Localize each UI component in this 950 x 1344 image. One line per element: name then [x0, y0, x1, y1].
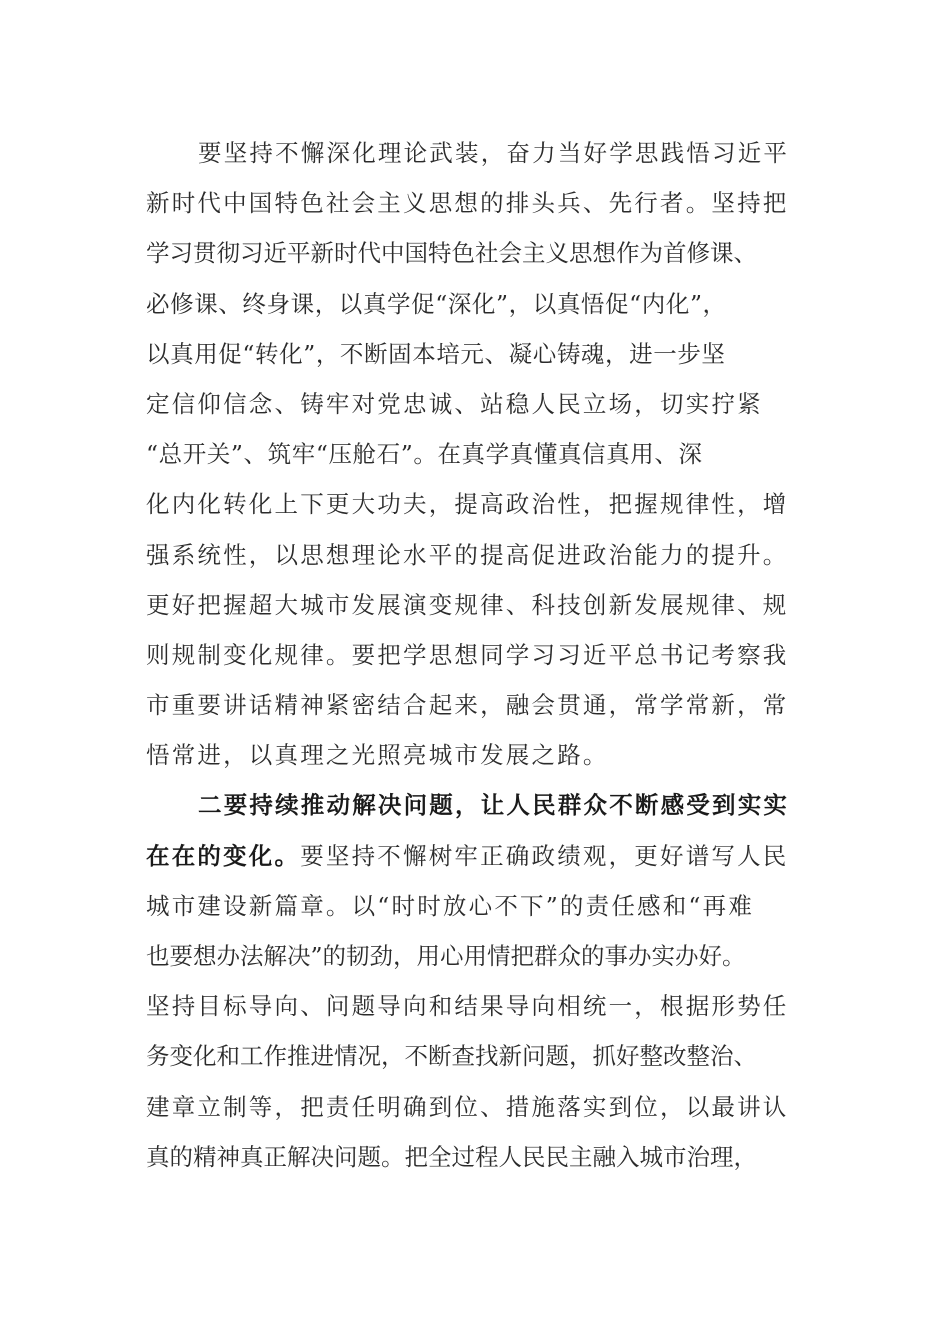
paragraph-theory: [146, 128, 806, 780]
text-line: 更好把握超大城市发展演变规律、科技创新发展规律、规: [146, 590, 789, 619]
text-run: 要坚持不懈树牢正确政绩观，更好谱写人民: [300, 841, 789, 870]
text-line: 务变化和工作推进情况，不断查找新问题，抓好整改整治、: [146, 1042, 757, 1071]
text-line: 城市建设新篇章。以“时时放心不下”的责任感和“再难: [146, 891, 755, 920]
text-line: 真的精神真正解决问题。把全过程人民民主融入城市治理，: [146, 1142, 757, 1171]
text-line: 建章立制等，把责任明确到位、措施落实到位，以最讲认: [146, 1092, 789, 1121]
text-line: 要坚持不懈深化理论武装，奋力当好学思践悟习近平: [198, 139, 790, 167]
text-line: 化内化转化上下更大功夫，提高政治性，把握规律性，增: [146, 490, 789, 519]
section-heading: 二要持续推动解决问题，让人民群众不断感受到实实: [198, 791, 790, 820]
text-line: 必修课、终身课，以真学促“深化”，以真悟促“内化”，: [146, 289, 727, 318]
section-heading-end: 在在的变化。: [146, 841, 301, 870]
text-line: 坚持目标导向、问题导向和结果导向相统一，根据形势任: [146, 992, 789, 1021]
text-line: 市重要讲话精神紧密结合起来，融会贯通，常学常新，常: [146, 691, 789, 720]
text-line: “总开关”、筑牢“压舱石”。在真学真懂真信真用、深: [146, 440, 703, 469]
document-body: [146, 128, 806, 1182]
text-line: 则规制变化规律。要把学思想同学习习近平总书记考察我: [146, 640, 789, 669]
text-line: 也要想办法解决”的韧劲，用心用情把群众的事办实办好。: [146, 942, 746, 970]
text-line: 悟常进，以真理之光照亮城市发展之路。: [146, 741, 609, 770]
text-line: 学习贯彻习近平新时代中国特色社会主义思想作为首修课、: [146, 239, 757, 268]
text-line: [146, 831, 806, 881]
text-line: 新时代中国特色社会主义思想的排头兵、先行者。坚持把: [146, 189, 789, 218]
text-line: 以真用促“转化”，不断固本培元、凝心铸魂，进一步坚: [146, 339, 726, 368]
text-line: 定信仰信念、铸牢对党忠诚、站稳人民立场，切实拧紧: [146, 389, 763, 418]
text-line: 强系统性，以思想理论水平的提高促进政治能力的提升。: [146, 540, 789, 569]
paragraph-solve-problems: [146, 780, 806, 1182]
